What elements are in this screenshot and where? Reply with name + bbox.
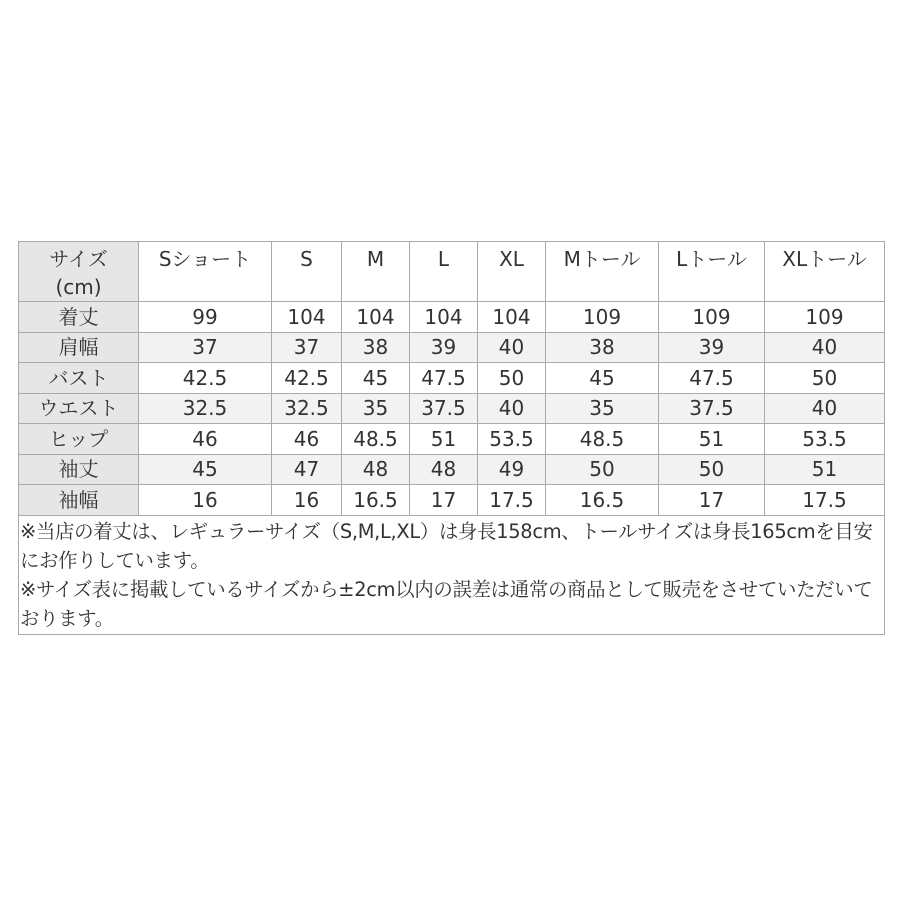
table-cell: 35 bbox=[546, 393, 659, 424]
column-header-m-tall: Mトール bbox=[546, 242, 659, 302]
table-cell: 16 bbox=[272, 485, 342, 516]
table-cell: 49 bbox=[478, 454, 546, 485]
column-header-m: M bbox=[342, 242, 410, 302]
table-cell: 104 bbox=[272, 302, 342, 333]
note-line: ※サイズ表に掲載しているサイズから±2cm以内の誤差は通常の商品として販売をさせていただいております。 bbox=[20, 577, 873, 630]
table-cell: 40 bbox=[765, 393, 885, 424]
table-cell: 40 bbox=[765, 332, 885, 363]
header-row bbox=[19, 242, 885, 302]
column-header-s: S bbox=[272, 242, 342, 302]
column-header-l-tall: Lトール bbox=[659, 242, 765, 302]
table-cell: 16 bbox=[139, 485, 272, 516]
table-row bbox=[19, 363, 885, 394]
table-cell: 51 bbox=[410, 424, 478, 455]
size-unit-header bbox=[19, 242, 139, 302]
table-cell: 48.5 bbox=[342, 424, 410, 455]
table-cell: 17 bbox=[659, 485, 765, 516]
column-header-xl-tall: XLトール bbox=[765, 242, 885, 302]
table-cell: 50 bbox=[478, 363, 546, 394]
table-cell: 51 bbox=[659, 424, 765, 455]
row-label: 袖幅 bbox=[19, 485, 139, 516]
table-cell: 37 bbox=[272, 332, 342, 363]
table-cell: 39 bbox=[659, 332, 765, 363]
table-cell: 48.5 bbox=[546, 424, 659, 455]
column-header-s-short: Sショート bbox=[139, 242, 272, 302]
table-cell: 17.5 bbox=[765, 485, 885, 516]
row-label: 着丈 bbox=[19, 302, 139, 333]
notes-cell bbox=[19, 515, 885, 634]
size-header-label: サイズ bbox=[49, 247, 108, 271]
table-cell: 37.5 bbox=[659, 393, 765, 424]
table-row bbox=[19, 454, 885, 485]
table-row bbox=[19, 424, 885, 455]
table-cell: 32.5 bbox=[139, 393, 272, 424]
table-cell: 50 bbox=[765, 363, 885, 394]
table-row bbox=[19, 302, 885, 333]
table-row bbox=[19, 332, 885, 363]
table-cell: 50 bbox=[659, 454, 765, 485]
row-label: 肩幅 bbox=[19, 332, 139, 363]
table-cell: 45 bbox=[546, 363, 659, 394]
unit-label: (cm) bbox=[55, 275, 102, 299]
row-label: バスト bbox=[19, 363, 139, 394]
table-cell: 38 bbox=[342, 332, 410, 363]
table-cell: 47.5 bbox=[410, 363, 478, 394]
table-cell: 45 bbox=[342, 363, 410, 394]
table-cell: 16.5 bbox=[342, 485, 410, 516]
table-cell: 16.5 bbox=[546, 485, 659, 516]
table-cell: 50 bbox=[546, 454, 659, 485]
notes-row bbox=[19, 515, 885, 634]
row-label: 袖丈 bbox=[19, 454, 139, 485]
table-cell: 47.5 bbox=[659, 363, 765, 394]
table-cell: 40 bbox=[478, 393, 546, 424]
table-cell: 48 bbox=[342, 454, 410, 485]
table-cell: 35 bbox=[342, 393, 410, 424]
note-line: ※当店の着丈は、レギュラーサイズ（S,M,L,XL）は身長158cm、トールサイズは身長165cmを目安にお作りしています。 bbox=[20, 519, 873, 572]
row-label: ウエスト bbox=[19, 393, 139, 424]
table-cell: 104 bbox=[478, 302, 546, 333]
table-cell: 45 bbox=[139, 454, 272, 485]
table-cell: 53.5 bbox=[478, 424, 546, 455]
size-chart-table bbox=[18, 241, 885, 635]
table-cell: 46 bbox=[272, 424, 342, 455]
table-cell: 104 bbox=[410, 302, 478, 333]
table-row bbox=[19, 393, 885, 424]
table-cell: 48 bbox=[410, 454, 478, 485]
table-cell: 38 bbox=[546, 332, 659, 363]
table-row bbox=[19, 485, 885, 516]
table-cell: 39 bbox=[410, 332, 478, 363]
table-cell: 37 bbox=[139, 332, 272, 363]
table-cell: 42.5 bbox=[272, 363, 342, 394]
table-cell: 17.5 bbox=[478, 485, 546, 516]
table-cell: 32.5 bbox=[272, 393, 342, 424]
table-cell: 104 bbox=[342, 302, 410, 333]
table-cell: 109 bbox=[659, 302, 765, 333]
row-label: ヒップ bbox=[19, 424, 139, 455]
table-cell: 37.5 bbox=[410, 393, 478, 424]
column-header-l: L bbox=[410, 242, 478, 302]
table-cell: 99 bbox=[139, 302, 272, 333]
table-cell: 17 bbox=[410, 485, 478, 516]
table-cell: 46 bbox=[139, 424, 272, 455]
table-cell: 53.5 bbox=[765, 424, 885, 455]
table-cell: 109 bbox=[546, 302, 659, 333]
table-cell: 109 bbox=[765, 302, 885, 333]
table-cell: 40 bbox=[478, 332, 546, 363]
table-cell: 47 bbox=[272, 454, 342, 485]
table-cell: 42.5 bbox=[139, 363, 272, 394]
column-header-xl: XL bbox=[478, 242, 546, 302]
table-cell: 51 bbox=[765, 454, 885, 485]
